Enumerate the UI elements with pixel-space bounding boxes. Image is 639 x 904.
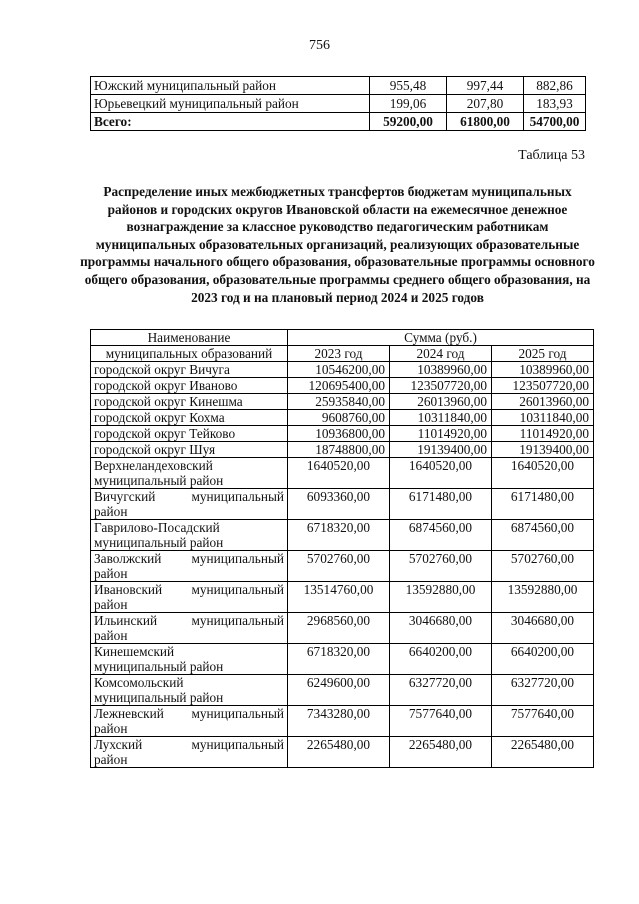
name-line-1 — [94, 706, 284, 721]
name-line-1 — [94, 582, 284, 597]
value-2025: 6171480,00 — [492, 489, 594, 520]
value-cell: 882,86 — [524, 77, 586, 95]
municipality-name — [91, 458, 288, 489]
table-row — [91, 394, 594, 410]
value-2023: 10546200,00 — [288, 362, 390, 378]
name-part: Верхнеландеховский — [94, 458, 213, 473]
value-2025: 3046680,00 — [492, 613, 594, 644]
name-part: Ильинский — [94, 613, 158, 628]
continued-table — [90, 76, 586, 131]
value-2025: 10389960,00 — [492, 362, 594, 378]
table-row — [91, 706, 594, 737]
name-line-1 — [94, 675, 284, 690]
header-row — [91, 346, 594, 362]
name-part: Вичугский — [94, 489, 156, 504]
value-2023: 2968560,00 — [288, 613, 390, 644]
municipality-name — [91, 644, 288, 675]
total-row — [91, 113, 586, 131]
name-line-2: район — [94, 566, 128, 581]
name-line-2: район — [94, 504, 128, 519]
name-line-1 — [94, 644, 284, 659]
municipality-name — [91, 551, 288, 582]
value-2025: 6874560,00 — [492, 520, 594, 551]
value-2025: 26013960,00 — [492, 394, 594, 410]
name-line-2: район — [94, 628, 128, 643]
total-value: 61800,00 — [447, 113, 524, 131]
distribution-table — [90, 329, 594, 768]
municipality-name: городской округ Кинешма — [91, 394, 288, 410]
value-2023: 2265480,00 — [288, 737, 390, 768]
table-row — [91, 410, 594, 426]
table-row — [91, 520, 594, 551]
district-name: Юрьевецкий муниципальный район — [91, 95, 370, 113]
table-row — [91, 551, 594, 582]
name-line-2: муниципальный район — [94, 473, 224, 488]
table-row — [91, 77, 586, 95]
table-row — [91, 95, 586, 113]
name-part: Лежневский — [94, 706, 164, 721]
table-row — [91, 675, 594, 706]
value-2025: 7577640,00 — [492, 706, 594, 737]
value-2025: 123507720,00 — [492, 378, 594, 394]
total-value: 54700,00 — [524, 113, 586, 131]
header-name-bottom: муниципальных образований — [91, 346, 288, 362]
name-part: муниципальный — [191, 489, 284, 504]
value-2025: 6327720,00 — [492, 675, 594, 706]
value-2025: 2265480,00 — [492, 737, 594, 768]
value-2025: 10311840,00 — [492, 410, 594, 426]
name-line-1 — [94, 737, 284, 752]
value-2023: 6718320,00 — [288, 644, 390, 675]
name-line-1 — [94, 520, 284, 535]
table-number-label: Таблица 53 — [518, 148, 585, 163]
name-part: муниципальный — [191, 613, 284, 628]
value-2025: 11014920,00 — [492, 426, 594, 442]
value-2024: 6171480,00 — [390, 489, 492, 520]
table-row — [91, 442, 594, 458]
value-2024: 13592880,00 — [390, 582, 492, 613]
name-line-2: муниципальный район — [94, 535, 224, 550]
value-2025: 19139400,00 — [492, 442, 594, 458]
value-2024: 1640520,00 — [390, 458, 492, 489]
header-year-2024: 2024 год — [390, 346, 492, 362]
value-2023: 6718320,00 — [288, 520, 390, 551]
value-2024: 10389960,00 — [390, 362, 492, 378]
total-label: Всего: — [91, 113, 370, 131]
table-row — [91, 582, 594, 613]
municipality-name — [91, 520, 288, 551]
value-2025: 6640200,00 — [492, 644, 594, 675]
name-part: Комсомольский — [94, 675, 184, 690]
value-cell: 207,80 — [447, 95, 524, 113]
value-2023: 10936800,00 — [288, 426, 390, 442]
value-2024: 6327720,00 — [390, 675, 492, 706]
municipality-name: городской округ Вичуга — [91, 362, 288, 378]
value-cell: 997,44 — [447, 77, 524, 95]
total-value: 59200,00 — [370, 113, 447, 131]
table-row — [91, 378, 594, 394]
table-row — [91, 426, 594, 442]
value-2023: 6093360,00 — [288, 489, 390, 520]
name-line-1 — [94, 551, 284, 566]
name-part: Ивановский — [94, 582, 163, 597]
value-2024: 5702760,00 — [390, 551, 492, 582]
name-line-2: район — [94, 752, 128, 767]
header-year-2023: 2023 год — [288, 346, 390, 362]
value-2023: 120695400,00 — [288, 378, 390, 394]
municipality-name: городской округ Кохма — [91, 410, 288, 426]
name-part: Заволжский — [94, 551, 162, 566]
page-number: 756 — [309, 38, 330, 53]
name-part: Гаврилово-Посадский — [94, 520, 220, 535]
value-2023: 1640520,00 — [288, 458, 390, 489]
value-2024: 123507720,00 — [390, 378, 492, 394]
municipality-name — [91, 489, 288, 520]
district-name: Южский муниципальный район — [91, 77, 370, 95]
value-2023: 9608760,00 — [288, 410, 390, 426]
value-2024: 7577640,00 — [390, 706, 492, 737]
municipality-name — [91, 706, 288, 737]
municipality-name — [91, 675, 288, 706]
value-2024: 2265480,00 — [390, 737, 492, 768]
municipality-name — [91, 737, 288, 768]
municipality-name: городской округ Иваново — [91, 378, 288, 394]
municipality-name: городской округ Шуя — [91, 442, 288, 458]
table-row — [91, 737, 594, 768]
table-row — [91, 458, 594, 489]
name-line-2: район — [94, 597, 128, 612]
name-part: муниципальный — [191, 582, 284, 597]
name-part: Кинешемский — [94, 644, 175, 659]
value-2023: 6249600,00 — [288, 675, 390, 706]
name-part: Лухский — [94, 737, 143, 752]
header-year-2025: 2025 год — [492, 346, 594, 362]
name-line-1 — [94, 613, 284, 628]
table-row — [91, 362, 594, 378]
name-part: муниципальный — [191, 551, 284, 566]
name-line-2: район — [94, 721, 128, 736]
name-line-1 — [94, 489, 284, 504]
municipality-name — [91, 582, 288, 613]
table-row — [91, 489, 594, 520]
value-2025: 1640520,00 — [492, 458, 594, 489]
header-sum: Сумма (руб.) — [288, 330, 594, 346]
value-2023: 13514760,00 — [288, 582, 390, 613]
municipality-name — [91, 613, 288, 644]
value-cell: 955,48 — [370, 77, 447, 95]
value-2025: 5702760,00 — [492, 551, 594, 582]
value-2024: 10311840,00 — [390, 410, 492, 426]
header-name-top: Наименование — [91, 330, 288, 346]
value-2024: 6874560,00 — [390, 520, 492, 551]
table-row — [91, 613, 594, 644]
header-row — [91, 330, 594, 346]
municipality-name: городской округ Тейково — [91, 426, 288, 442]
value-2024: 19139400,00 — [390, 442, 492, 458]
value-2025: 13592880,00 — [492, 582, 594, 613]
name-part: муниципальный — [191, 737, 284, 752]
value-2023: 7343280,00 — [288, 706, 390, 737]
value-2024: 26013960,00 — [390, 394, 492, 410]
name-line-2: муниципальный район — [94, 659, 224, 674]
table-title: Распределение иных межбюджетных трансфертов бюджетам муниципальных районов и городских округов Ивановской области на ежемесячное денежное вознаграждение за классное руководство педагогическим работникам муниципальных образовательных организаций, реализующих образовательные программы начального общего образования, образовательные программы основного общего образования, образовательные программы среднего общего образования, на 2023 год и на плановый период 2024 и 2025 годов — [80, 184, 595, 305]
value-cell: 183,93 — [524, 95, 586, 113]
value-2023: 18748800,00 — [288, 442, 390, 458]
value-2023: 25935840,00 — [288, 394, 390, 410]
value-2023: 5702760,00 — [288, 551, 390, 582]
value-2024: 11014920,00 — [390, 426, 492, 442]
table-row — [91, 644, 594, 675]
name-line-1 — [94, 458, 284, 473]
distribution-table-body — [91, 330, 594, 768]
value-2024: 3046680,00 — [390, 613, 492, 644]
continued-table-body — [91, 77, 586, 131]
name-line-2: муниципальный район — [94, 690, 224, 705]
value-2024: 6640200,00 — [390, 644, 492, 675]
value-cell: 199,06 — [370, 95, 447, 113]
name-part: муниципальный — [191, 706, 284, 721]
